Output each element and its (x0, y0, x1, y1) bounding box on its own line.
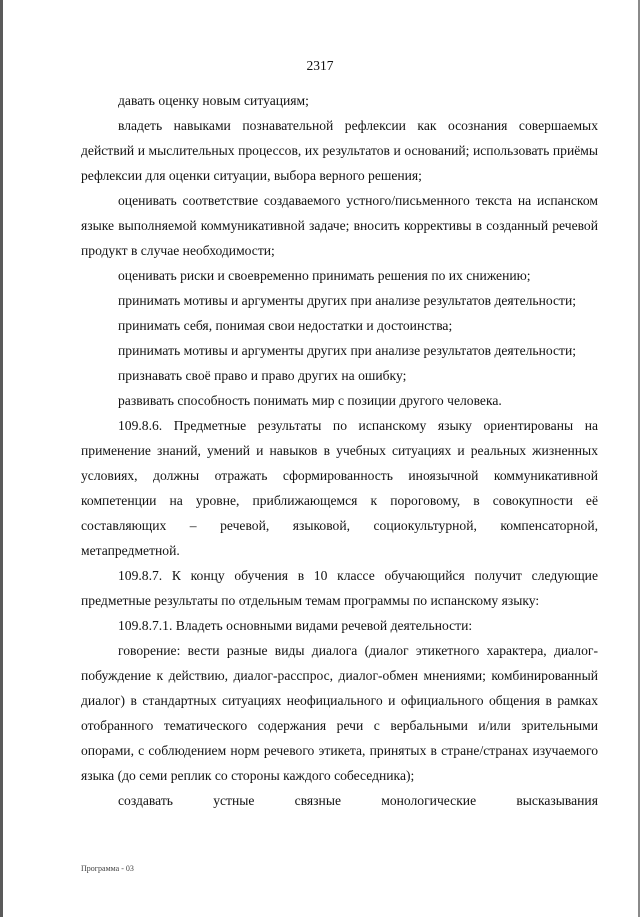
footer-label: Программа - 03 (81, 864, 134, 873)
paragraph: 109.8.7.1. Владеть основными видами речевой деятельности: (118, 618, 473, 633)
paragraph: развивать способность понимать мир с позиции другого человека. (118, 393, 502, 408)
paragraph: принимать мотивы и аргументы других при анализе результатов деятельности; (118, 293, 577, 308)
page-number: 2317 (306, 58, 334, 73)
word: связные (294, 793, 341, 808)
paragraph: принимать себя, понимая свои недостатки и достоинства; (118, 318, 453, 333)
paragraph: 109.8.6. Предметные результаты по испанскому языку ориентированы на применение знаний, умений и навыков в учебных ситуациях и реальных жизненных условиях, должны отражать сформированность иноязычной коммуникативной компетенции на уровне, приближающемся к пороговому, в совокупности её составляющих – речевой, языковой, социокультурной, компенсаторной, метапредметной. (81, 418, 598, 558)
paragraph: говорение: вести разные виды диалога (диалог этикетного характера, диалог-побуждение к действию, диалог-расспрос, диалог-обмен мнениями; комбинированный диалог) в стандартных ситуациях неофициального и официального общения в рамках отобранного тематического содержания речи с вербальными и/или зрительными опорами, с соблюдением норм речевого этикета, принятых в стране/странах изучаемого языка (до семи реплик со стороны каждого собеседника); (81, 643, 598, 783)
paragraph: давать оценку новым ситуациям; (118, 93, 309, 108)
justified-last-line (81, 788, 598, 813)
word: высказывания (516, 793, 598, 808)
word: монологические (381, 793, 477, 808)
word: создавать (118, 793, 173, 808)
word: устные (213, 793, 255, 808)
paragraph: оценивать соответствие создаваемого устного/письменного текста на испанском языке выполняемой коммуникативной задаче; вносить коррективы в созданный речевой продукт в случае необходимости; (81, 193, 598, 258)
paragraph: принимать мотивы и аргументы других при анализе результатов деятельности; (118, 343, 577, 358)
paragraph: 109.8.7. К концу обучения в 10 классе обучающийся получит следующие предметные результаты по отдельным темам программы по испанскому языку: (81, 568, 598, 608)
scan-edge-left (0, 0, 3, 917)
document-body (81, 88, 598, 813)
paragraph: владеть навыками познавательной рефлексии как осознания совершаемых действий и мыслительных процессов, их результатов и оснований; использовать приёмы рефлексии для оценки ситуации, выбора верного решения; (81, 118, 598, 183)
paragraph: признавать своё право и право других на ошибку; (118, 368, 407, 383)
paragraph: оценивать риски и своевременно принимать решения по их снижению; (118, 268, 531, 283)
